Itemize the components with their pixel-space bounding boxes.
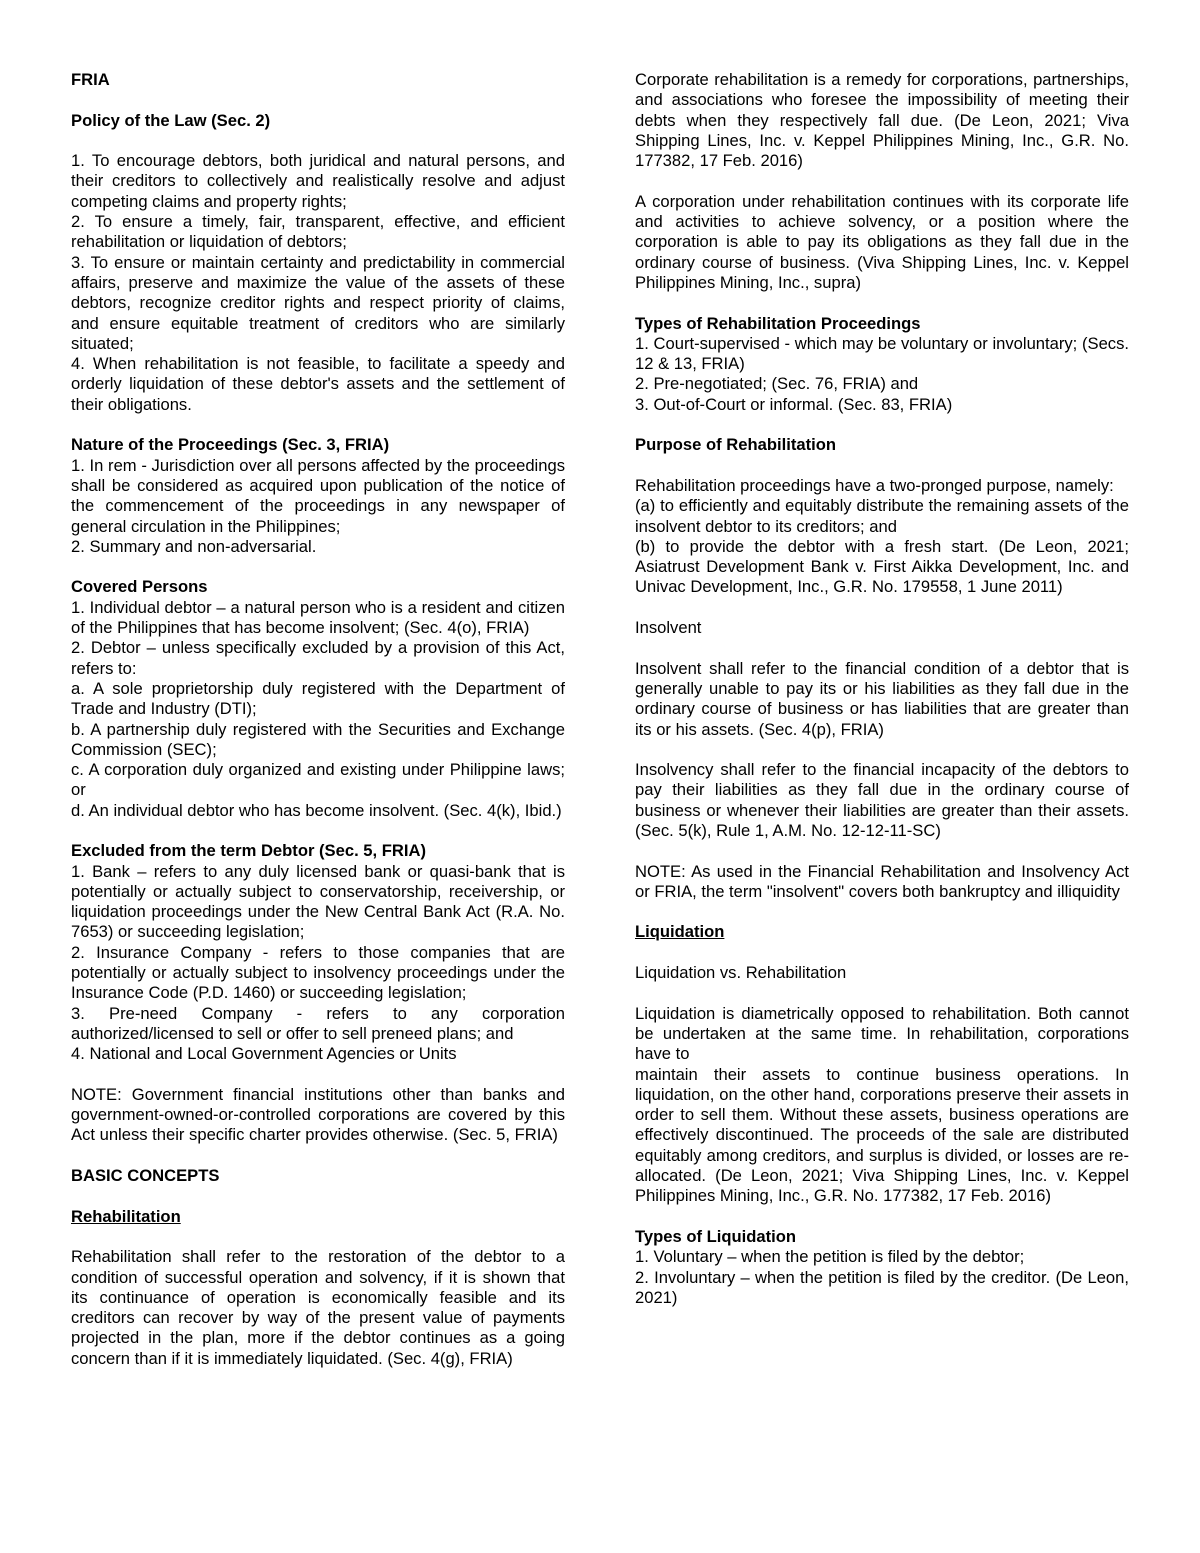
excluded-item: 3. Pre-need Company - refers to any corporation authorized/licensed to sell or offer to sell preneed plans; and [71, 1003, 565, 1043]
policy-item: 3. To ensure or maintain certainty and predictability in commercial affairs, preserve and maximize the value of the assets of these debtors, recognize creditor rights and respect priority of claims, and ensure equitable treatment of creditors who are similarly situated; [71, 252, 565, 353]
excluded-item: 1. Bank – refers to any duly licensed bank or quasi-bank that is potentially or actually subject to conservatorship, receivership, or liquidation proceedings under the New Central Bank Act (R.A. No. 7653) or succeeding legislation; [71, 861, 565, 942]
left-column [71, 70, 565, 1369]
purpose-heading: Purpose of Rehabilitation [635, 435, 836, 455]
excluded-item: 4. National and Local Government Agencies or Units [71, 1044, 457, 1064]
purpose-intro: Rehabilitation proceedings have a two-pronged purpose, namely: [635, 475, 1114, 495]
rehabilitation-type-item: 2. Pre-negotiated; (Sec. 76, FRIA) and [635, 374, 919, 394]
rehabilitation-definition: Rehabilitation shall refer to the restoration of the debtor to a condition of successful operation and solvency, if it is shown that its continuance of operation is economically feasible and its creditors can recover by way of the present value of payments projected in the plan, more if the debtor continues as a going concern than if it is immediately liquidated. (Sec. 4(g), FRIA) [71, 1247, 565, 1368]
covered-item: b. A partnership duly registered with the Securities and Exchange Commission (SEC); [71, 719, 565, 759]
liquidation-types-heading: Types of Liquidation [635, 1226, 797, 1246]
liquidation-type-item: 2. Involuntary – when the petition is filed by the creditor. (De Leon, 2021) [635, 1267, 1129, 1307]
liquidation-type-item: 1. Voluntary – when the petition is filed by the debtor; [635, 1247, 1025, 1267]
policy-item: 4. When rehabilitation is not feasible, to facilitate a speedy and orderly liquidation of these debtor's assets and the settlement of their obligations. [71, 354, 565, 414]
rehabilitation-types-heading: Types of Rehabilitation Proceedings [635, 313, 921, 333]
corporation-under-rehabilitation-paragraph: A corporation under rehabilitation continues with its corporate life and activities to achieve solvency, or a position where the corporation is able to pay its obligations as they fall due in the ordinary course of business. (Viva Shipping Lines, Inc. v. Keppel Philippines Mining, Inc., supra) [635, 191, 1129, 292]
covered-item: a. A sole proprietorship duly registered with the Department of Trade and Industry (DTI); [71, 678, 565, 719]
nature-item: 2. Summary and non-adversarial. [71, 536, 317, 556]
liquidation-paragraph-part1: Liquidation is diametrically opposed to rehabilitation. Both cannot be undertaken at the same time. In rehabilitation, corporations have to [635, 1003, 1129, 1064]
nature-heading: Nature of the Proceedings (Sec. 3, FRIA) [71, 435, 390, 455]
nature-item: 1. In rem - Jurisdiction over all persons affected by the proceedings shall be considered as acquired upon publication of the notice of the commencement of the proceedings in any newspaper of general circulation in the Philippines; [71, 455, 565, 536]
insolvency-note: NOTE: As used in the Financial Rehabilitation and Insolvency Act or FRIA, the term "insolvent" covers both bankruptcy and illiquidity [635, 861, 1129, 901]
insolvent-label: Insolvent [635, 618, 702, 638]
covered-item: 2. Debtor – unless specifically excluded by a provision of this Act, refers to: [71, 638, 565, 678]
basic-concepts-heading: BASIC CONCEPTS [71, 1166, 220, 1186]
rehabilitation-type-item: 1. Court-supervised - which may be voluntary or involuntary; (Secs. 12 & 13, FRIA) [635, 333, 1129, 374]
excluded-note: NOTE: Government financial institutions other than banks and government-owned-or-controlled corporations are covered by this Act unless their specific charter provides otherwise. (Sec. 5, FRIA) [71, 1084, 565, 1145]
policy-item: 2. To ensure a timely, fair, transparent, effective, and efficient rehabilitation or liquidation of debtors; [71, 212, 565, 252]
policy-heading: Policy of the Law (Sec. 2) [71, 110, 271, 130]
insolvency-definition: Insolvency shall refer to the financial incapacity of the debtors to pay their liabilities as they fall due in the ordinary course of business or whenever their liabilities are greater than their assets. (Sec. 5(k), Rule 1, A.M. No. 12-12-11-SC) [635, 760, 1129, 840]
covered-item: 1. Individual debtor – a natural person who is a resident and citizen of the Philippines that has become insolvent; (Sec. 4(o), FRIA) [71, 597, 565, 638]
liquidation-paragraph-part2: maintain their assets to continue business operations. In liquidation, on the other hand, corporations preserve their assets in order to sell them. Without these assets, business operations are effectively discontinued. The proceeds of the sale are distributed equitably among creditors, and surplus is divided, or losses are re-allocated. (De Leon, 2021; Viva Shipping Lines, Inc. v. Keppel Philippines Mining, Inc., G.R. No. 177382, 17 Feb. 2016) [635, 1064, 1129, 1206]
document-title: FRIA [71, 70, 110, 89]
liquidation-vs-label: Liquidation vs. Rehabilitation [635, 963, 847, 983]
liquidation-heading: Liquidation [635, 922, 725, 942]
insolvent-definition: Insolvent shall refer to the financial condition of a debtor that is generally unable to pay its or his liabilities as they fall due in the ordinary course of business or has liabilities that are greater than its or his assets. (Sec. 4(p), FRIA) [635, 658, 1129, 739]
covered-item: c. A corporation duly organized and existing under Philippine laws; or [71, 760, 565, 800]
purpose-item: (a) to efficiently and equitably distribute the remaining assets of the insolvent debtor to its creditors; and [635, 496, 1129, 536]
covered-item: d. An individual debtor who has become insolvent. (Sec. 4(k), Ibid.) [71, 800, 562, 820]
excluded-item: 2. Insurance Company - refers to those companies that are potentially or actually subject to insolvency proceedings under the Insurance Code (P.D. 1460) or succeeding legislation; [71, 942, 565, 1003]
rehabilitation-heading: Rehabilitation [71, 1206, 181, 1226]
excluded-heading: Excluded from the term Debtor (Sec. 5, FRIA) [71, 841, 426, 861]
covered-heading: Covered Persons [71, 577, 208, 597]
right-column [635, 70, 1129, 1308]
corporate-rehabilitation-paragraph: Corporate rehabilitation is a remedy for corporations, partnerships, and associations who foresee the impossibility of meeting their debts when they respectively fall due. (De Leon, 2021; Viva Shipping Lines, Inc. v. Keppel Philippines Mining, Inc., G.R. No. 177382, 17 Feb. 2016) [635, 70, 1129, 171]
rehabilitation-type-item: 3. Out-of-Court or informal. (Sec. 83, FRIA) [635, 394, 953, 414]
purpose-item: (b) to provide the debtor with a fresh start. (De Leon, 2021; Asiatrust Development Bank v. First Aikka Development, Inc. and Univac Development, Inc., G.R. No. 179558, 1 June 2011) [635, 536, 1129, 597]
policy-item: 1. To encourage debtors, both juridical and natural persons, and their creditors to collectively and realistically resolve and adjust competing claims and property rights; [71, 151, 565, 211]
